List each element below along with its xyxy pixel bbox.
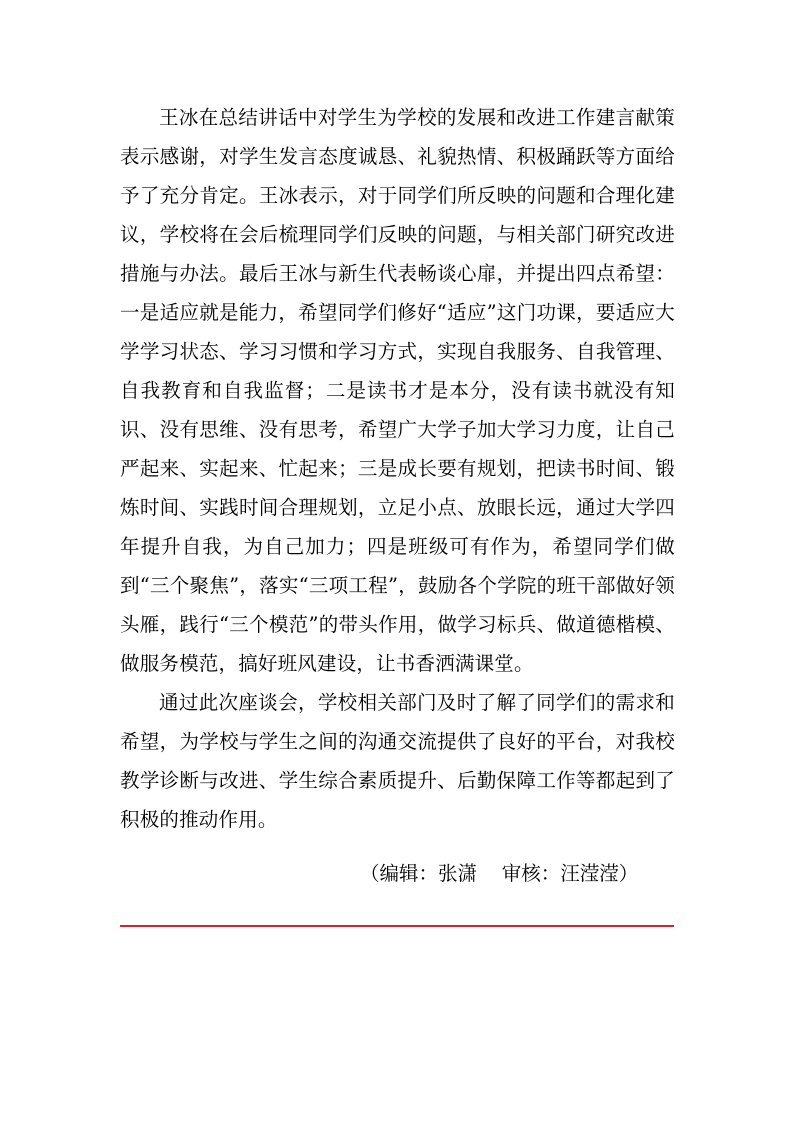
paragraph-closing-speech: 王冰在总结讲话中对学生为学校的发展和改进工作建言献策表示感谢，对学生发言态度诚恳、礼貌热情、积极踊跃等方面给予了充分肯定。王冰表示，对于同学们所反映的问题和合理化建议，学校将在会后梳理同学们反映的问题，与相关部门研究改进措施与办法。最后王冰与新生代表畅谈心扉，并提出四点希望：一是适应就是能力，希望同学们修好“适应”这门功课，要适应大学学习状态、学习习惯和学习方式，实现自我服务、自我管理、自我教育和自我监督；二是读书才是本分，没有读书就没有知识、没有思维、没有思考，希望广大学子加大学习力度，让自己严起来、实起来、忙起来；三是成长要有规划，把读书时间、锻炼时间、实践时间合理规划，立足小点、放眼长远，通过大学四年提升自我，为自己加力；四是班级可有作为，希望同学们做到“三个聚焦”，落实“三项工程”，鼓励各个学院的班干部做好领头雁，践行“三个模范”的带头作用，做学习标兵、做道德楷模、做服务模范，搞好班风建设，让书香洒满课堂。: [120, 106, 675, 675]
red-divider: [120, 925, 674, 927]
editor-credit: （编辑：张潇 审核：汪滢滢）: [360, 862, 639, 885]
article-body: [120, 98, 675, 839]
paragraph-summary: 通过此次座谈会，学校相关部门及时了解了同学们的需求和希望，为学校与学生之间的沟通交流提供了良好的平台，对我校教学诊断与改进、学生综合素质提升、后勤保障工作等都起到了积极的推动作用。: [120, 691, 675, 831]
